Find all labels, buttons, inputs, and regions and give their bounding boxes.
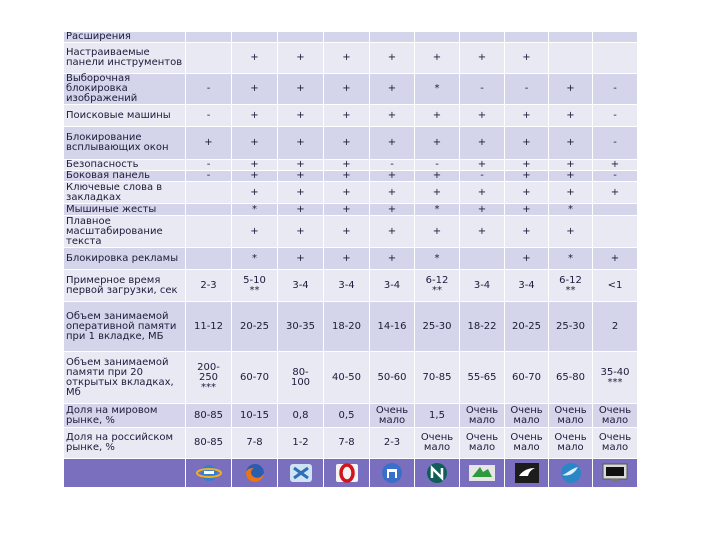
value-cell xyxy=(186,43,232,74)
value-cell xyxy=(278,32,324,43)
value-cell: + xyxy=(415,43,460,74)
value-cell: + xyxy=(415,182,460,204)
value-cell: + xyxy=(549,105,593,127)
value-cell: Очень мало xyxy=(460,404,505,428)
value-cell: 30-35 xyxy=(278,302,324,352)
value-cell: + xyxy=(593,182,638,204)
value-cell: + xyxy=(278,74,324,105)
value-cell: + xyxy=(505,171,549,182)
value-cell: Очень мало xyxy=(549,428,593,459)
value-cell: 5-10 ** xyxy=(232,270,278,302)
value-cell: 50-60 xyxy=(370,352,415,404)
value-cell xyxy=(593,216,638,248)
value-cell: + xyxy=(324,160,370,171)
value-cell: Очень мало xyxy=(460,428,505,459)
feature-label: Безопасность xyxy=(64,160,186,171)
value-cell: + xyxy=(549,127,593,160)
value-cell: 60-70 xyxy=(232,352,278,404)
value-cell: Очень мало xyxy=(370,404,415,428)
value-cell: + xyxy=(505,43,549,74)
value-cell: 80- 100 xyxy=(278,352,324,404)
table-row xyxy=(64,352,638,404)
value-cell xyxy=(549,43,593,74)
value-cell: + xyxy=(549,160,593,171)
value-cell: + xyxy=(370,216,415,248)
value-cell: + xyxy=(460,127,505,160)
value-cell: + xyxy=(549,216,593,248)
table-row xyxy=(64,404,638,428)
feature-label: Объем занимаемой памяти при 20 открытых вкладках, Мб xyxy=(64,352,186,404)
value-cell: 6-12 ** xyxy=(549,270,593,302)
value-cell: - xyxy=(186,74,232,105)
value-cell: - xyxy=(593,74,638,105)
value-cell: + xyxy=(370,204,415,216)
value-cell: + xyxy=(370,105,415,127)
value-cell: + xyxy=(278,43,324,74)
feature-label: Плавное масштабирование текста xyxy=(64,216,186,248)
value-cell: * xyxy=(415,74,460,105)
value-cell: 0,5 xyxy=(324,404,370,428)
value-cell: 200- 250 *** xyxy=(186,352,232,404)
value-cell xyxy=(460,32,505,43)
browser-icon-cell xyxy=(232,459,278,488)
value-cell: + xyxy=(505,105,549,127)
opera-icon xyxy=(333,461,361,485)
value-cell xyxy=(232,32,278,43)
value-cell: + xyxy=(460,160,505,171)
value-cell: + xyxy=(186,127,232,160)
value-cell: 2 xyxy=(593,302,638,352)
firefox-icon xyxy=(241,461,269,485)
value-cell: + xyxy=(278,216,324,248)
value-cell: + xyxy=(460,216,505,248)
internet-explorer-icon xyxy=(195,461,223,485)
value-cell: 80-85 xyxy=(186,404,232,428)
browser-comparison-slide xyxy=(63,31,637,486)
value-cell: Очень мало xyxy=(549,404,593,428)
value-cell xyxy=(593,204,638,216)
value-cell: 7-8 xyxy=(324,428,370,459)
value-cell: + xyxy=(370,127,415,160)
value-cell: + xyxy=(278,105,324,127)
value-cell: + xyxy=(460,43,505,74)
value-cell: + xyxy=(324,74,370,105)
value-cell: + xyxy=(278,248,324,270)
value-cell: + xyxy=(324,204,370,216)
value-cell: 25-30 xyxy=(415,302,460,352)
feature-label: Ключевые слова в закладках xyxy=(64,182,186,204)
value-cell: + xyxy=(232,171,278,182)
value-cell: <1 xyxy=(593,270,638,302)
value-cell: * xyxy=(415,204,460,216)
value-cell: + xyxy=(460,105,505,127)
value-cell: Очень мало xyxy=(505,404,549,428)
k-meleon-icon xyxy=(287,461,315,485)
value-cell xyxy=(370,32,415,43)
table-row xyxy=(64,204,638,216)
value-cell xyxy=(324,32,370,43)
value-cell: 20-25 xyxy=(232,302,278,352)
value-cell: + xyxy=(232,216,278,248)
value-cell: 25-30 xyxy=(549,302,593,352)
browser-icon-cell xyxy=(460,459,505,488)
value-cell: 3-4 xyxy=(324,270,370,302)
table-row xyxy=(64,182,638,204)
value-cell: + xyxy=(415,127,460,160)
value-cell: 55-65 xyxy=(460,352,505,404)
maxthon-icon xyxy=(378,461,406,485)
table-row xyxy=(64,160,638,171)
value-cell: + xyxy=(324,216,370,248)
value-cell: + xyxy=(324,105,370,127)
value-cell: 20-25 xyxy=(505,302,549,352)
value-cell: 3-4 xyxy=(278,270,324,302)
icons-row-label-cell xyxy=(64,459,186,488)
flock-icon xyxy=(513,461,541,485)
value-cell: + xyxy=(232,43,278,74)
table-row xyxy=(64,270,638,302)
value-cell xyxy=(593,32,638,43)
value-cell: 3-4 xyxy=(370,270,415,302)
value-cell xyxy=(549,32,593,43)
value-cell: * xyxy=(232,248,278,270)
value-cell: + xyxy=(232,182,278,204)
value-cell xyxy=(460,248,505,270)
table-row xyxy=(64,32,638,43)
value-cell: + xyxy=(593,160,638,171)
value-cell: 14-16 xyxy=(370,302,415,352)
value-cell: + xyxy=(232,127,278,160)
seamonkey-icon xyxy=(557,461,585,485)
value-cell: + xyxy=(415,171,460,182)
value-cell xyxy=(186,216,232,248)
value-cell: * xyxy=(549,204,593,216)
feature-label: Доля на мировом рынке, % xyxy=(64,404,186,428)
table-row xyxy=(64,248,638,270)
value-cell: - xyxy=(186,105,232,127)
table-row xyxy=(64,302,638,352)
value-cell: 7-8 xyxy=(232,428,278,459)
value-cell: Очень мало xyxy=(593,428,638,459)
value-cell: 70-85 xyxy=(415,352,460,404)
value-cell: + xyxy=(415,216,460,248)
value-cell: + xyxy=(324,171,370,182)
feature-label: Примерное время первой загрузки, сек xyxy=(64,270,186,302)
browser-icons-row xyxy=(64,459,638,488)
feature-label: Блокирование всплывающих окон xyxy=(64,127,186,160)
value-cell: 3-4 xyxy=(505,270,549,302)
browser-comparison-table xyxy=(63,31,638,488)
value-cell: * xyxy=(549,248,593,270)
feature-label: Объем занимаемой оперативной памяти при 1 вкладке, МБ xyxy=(64,302,186,352)
value-cell xyxy=(593,43,638,74)
table-row xyxy=(64,127,638,160)
browser-icon-cell xyxy=(370,459,415,488)
value-cell: 1,5 xyxy=(415,404,460,428)
value-cell xyxy=(186,182,232,204)
value-cell: 11-12 xyxy=(186,302,232,352)
value-cell: 65-80 xyxy=(549,352,593,404)
table-row xyxy=(64,216,638,248)
value-cell: + xyxy=(549,74,593,105)
value-cell: 6-12 ** xyxy=(415,270,460,302)
value-cell: - xyxy=(460,74,505,105)
value-cell: + xyxy=(370,74,415,105)
value-cell: - xyxy=(415,160,460,171)
browser-icon-cell xyxy=(278,459,324,488)
browser-icon-cell xyxy=(415,459,460,488)
value-cell: 1-2 xyxy=(278,428,324,459)
value-cell: Очень мало xyxy=(593,404,638,428)
value-cell: + xyxy=(460,182,505,204)
value-cell: Очень мало xyxy=(505,428,549,459)
value-cell: Очень мало xyxy=(415,428,460,459)
feature-label: Боковая панель xyxy=(64,171,186,182)
value-cell xyxy=(186,204,232,216)
value-cell: + xyxy=(324,127,370,160)
value-cell xyxy=(186,32,232,43)
value-cell: - xyxy=(186,171,232,182)
value-cell: + xyxy=(278,171,324,182)
value-cell: + xyxy=(278,204,324,216)
lynx-icon xyxy=(601,461,629,485)
value-cell: 80-85 xyxy=(186,428,232,459)
value-cell: 2-3 xyxy=(186,270,232,302)
value-cell: + xyxy=(324,182,370,204)
value-cell: + xyxy=(505,204,549,216)
value-cell: - xyxy=(593,105,638,127)
table-row xyxy=(64,428,638,459)
value-cell: + xyxy=(324,248,370,270)
value-cell: + xyxy=(505,182,549,204)
value-cell: 18-20 xyxy=(324,302,370,352)
value-cell: + xyxy=(278,182,324,204)
value-cell: + xyxy=(505,248,549,270)
value-cell: + xyxy=(370,171,415,182)
value-cell: 2-3 xyxy=(370,428,415,459)
value-cell: 60-70 xyxy=(505,352,549,404)
browser-icon-cell xyxy=(505,459,549,488)
value-cell: 35-40 *** xyxy=(593,352,638,404)
value-cell: + xyxy=(370,248,415,270)
value-cell: + xyxy=(370,43,415,74)
browser-icon-cell xyxy=(549,459,593,488)
value-cell: - xyxy=(460,171,505,182)
value-cell: + xyxy=(593,248,638,270)
browser-icon-cell xyxy=(324,459,370,488)
value-cell: - xyxy=(505,74,549,105)
value-cell: - xyxy=(593,171,638,182)
table-row xyxy=(64,105,638,127)
netscape-icon xyxy=(423,461,451,485)
value-cell: 0,8 xyxy=(278,404,324,428)
value-cell: * xyxy=(232,204,278,216)
value-cell: + xyxy=(549,182,593,204)
value-cell: 40-50 xyxy=(324,352,370,404)
feature-label: Расширения xyxy=(64,32,186,43)
value-cell: + xyxy=(460,204,505,216)
table-row xyxy=(64,43,638,74)
feature-label: Выборочная блокировка изображений xyxy=(64,74,186,105)
value-cell: + xyxy=(415,105,460,127)
value-cell: - xyxy=(370,160,415,171)
feature-label: Поисковые машины xyxy=(64,105,186,127)
value-cell: 10-15 xyxy=(232,404,278,428)
value-cell: + xyxy=(505,127,549,160)
value-cell: + xyxy=(505,216,549,248)
value-cell: + xyxy=(278,160,324,171)
value-cell: + xyxy=(232,160,278,171)
feature-label: Мышиные жесты xyxy=(64,204,186,216)
feature-label: Настраиваемые панели инструментов xyxy=(64,43,186,74)
value-cell: + xyxy=(549,171,593,182)
value-cell xyxy=(505,32,549,43)
feature-label: Блокировка рекламы xyxy=(64,248,186,270)
value-cell: + xyxy=(324,43,370,74)
value-cell xyxy=(415,32,460,43)
value-cell: 18-22 xyxy=(460,302,505,352)
value-cell: + xyxy=(278,127,324,160)
value-cell: + xyxy=(370,182,415,204)
table-row xyxy=(64,171,638,182)
browser-icon-cell xyxy=(186,459,232,488)
avant-browser-icon xyxy=(468,461,496,485)
value-cell: + xyxy=(232,74,278,105)
feature-label: Доля на российском рынке, % xyxy=(64,428,186,459)
value-cell: - xyxy=(186,160,232,171)
value-cell: + xyxy=(232,105,278,127)
table-row xyxy=(64,74,638,105)
value-cell: 3-4 xyxy=(460,270,505,302)
value-cell: - xyxy=(593,127,638,160)
value-cell: + xyxy=(505,160,549,171)
value-cell xyxy=(186,248,232,270)
browser-icon-cell xyxy=(593,459,638,488)
value-cell: * xyxy=(415,248,460,270)
